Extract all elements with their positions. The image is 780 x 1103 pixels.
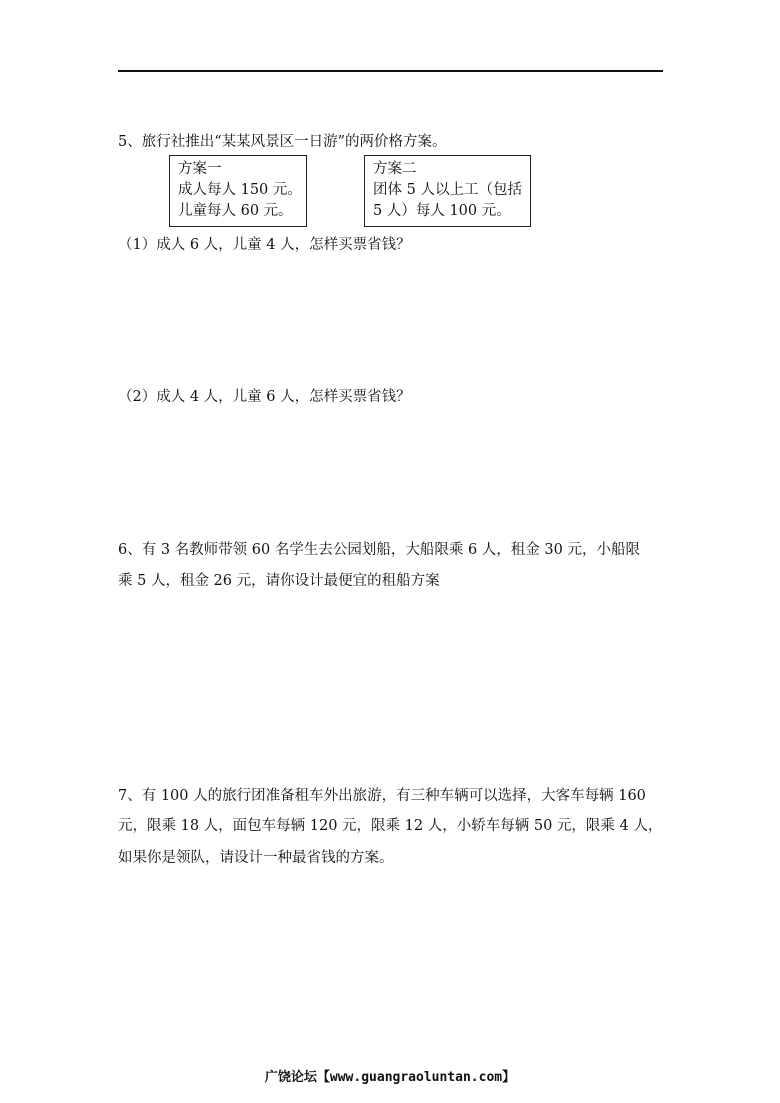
plan-one-child-price: 儿童每人 60 元。 bbox=[178, 203, 293, 219]
plan-one-adult-price: 成人每人 150 元。 bbox=[178, 182, 302, 198]
plan-two-group-price: 5 人）每人 100 元。 bbox=[373, 203, 511, 219]
q7-line-3: 如果你是领队，请设计一种最省钱的方案。 bbox=[118, 850, 394, 866]
header-rule bbox=[118, 70, 663, 72]
q7-line-1: 7、有 100 人的旅行团准备租车外出旅游，有三种车辆可以选择，大客车每辆 160 bbox=[118, 788, 646, 804]
plan-two-group-condition: 团体 5 人以上工（包括 bbox=[373, 182, 522, 198]
q7-line-2: 元，限乘 18 人，面包车每辆 120 元，限乘 12 人，小轿车每辆 50 元，限乘 4 人， bbox=[118, 818, 663, 834]
footer-site-link[interactable]: 广饶论坛【www.guangraoluntan.com】 bbox=[264, 1070, 516, 1085]
q5-sub-question-2: （2）成人 4 人，儿童 6 人，怎样买票省钱？ bbox=[118, 389, 411, 405]
plan-two-title: 方案二 bbox=[373, 161, 417, 177]
plan-one-box bbox=[169, 155, 307, 227]
q6-line-2: 乘 5 人，租金 26 元，请你设计最便宜的租船方案 bbox=[118, 573, 440, 589]
q6-line-1: 6、有 3 名教师带领 60 名学生去公园划船，大船限乘 6 人，租金 30 元，小船限 bbox=[118, 542, 640, 558]
plan-one-title: 方案一 bbox=[178, 161, 222, 177]
q5-title: 5、旅行社推出“某某风景区一日游”的两价格方案。 bbox=[118, 134, 447, 150]
q5-sub-question-1: （1）成人 6 人，儿童 4 人，怎样买票省钱？ bbox=[118, 237, 411, 253]
plan-two-box bbox=[364, 155, 531, 227]
